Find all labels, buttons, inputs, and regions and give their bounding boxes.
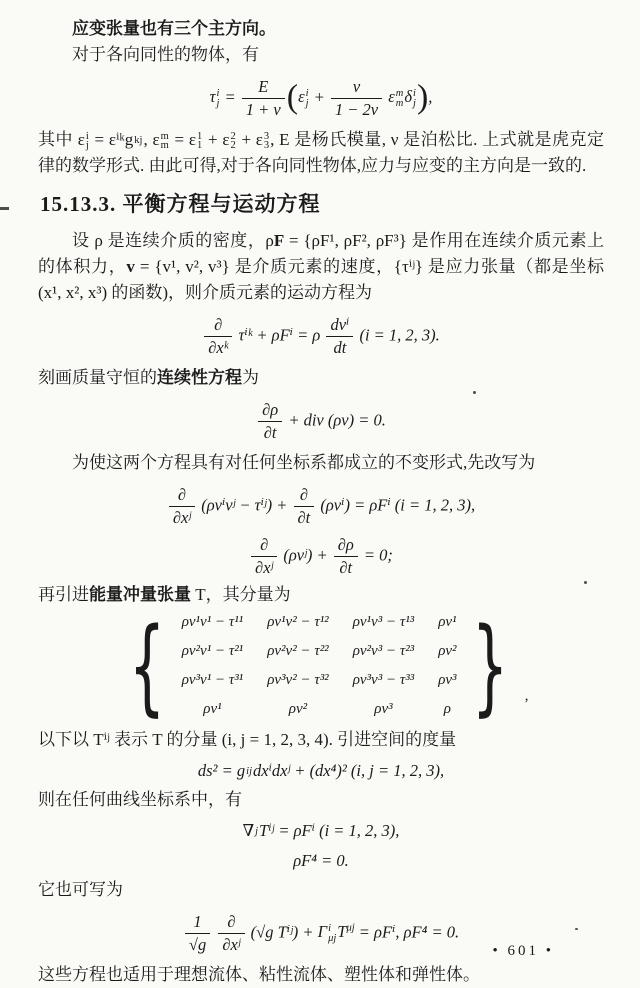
scan-artifact-dot (584, 581, 587, 584)
subscript: 1 (196, 140, 203, 152)
superscript: i (85, 130, 89, 142)
fraction-numerator (242, 77, 285, 99)
fraction-denominator (331, 99, 382, 120)
para-strain-principal-directions (38, 16, 604, 42)
fraction-denominator (294, 507, 315, 528)
tensor-base: ε (77, 130, 85, 149)
superscript: 3 (263, 130, 270, 142)
para-alternative-form-intro (38, 877, 604, 903)
subscript: 3 (263, 140, 270, 152)
tensor-indices (413, 89, 416, 108)
formula-mass-invariant (38, 535, 604, 578)
fraction-denominator (251, 557, 277, 578)
tensor-symbol (404, 87, 417, 109)
tensor-indices (161, 132, 169, 151)
matrix-cell: ρv²v¹ − τ²¹ (181, 643, 244, 659)
tensor-indices (396, 89, 404, 108)
tensor-indices (246, 767, 252, 777)
fraction-numerator (251, 535, 277, 557)
text-run: = εⁱᵏg (89, 130, 134, 149)
text-run: ρF⁴ = 0. (293, 851, 349, 870)
tensor-base: ε (298, 87, 305, 107)
tensor-symbol (77, 130, 90, 152)
matrix-cell: ρv¹v¹ − τ¹¹ (181, 614, 244, 630)
text-run: 以下以 Tⁱʲ 表示 T 的分量 (i, j = 1, 2, 3, 4). 引进空间的度量 (38, 730, 457, 749)
text-run: ∂t (297, 508, 311, 527)
matrix-trailing-comma: , (524, 687, 529, 704)
fraction-numerator (294, 485, 315, 507)
text-run: ds² = g (197, 761, 246, 780)
subscript: j (305, 97, 309, 109)
tensor-base: ε (388, 87, 395, 107)
text-run: ∇ (242, 821, 255, 840)
text-run: E (258, 77, 269, 96)
text-run: ∂ (227, 912, 236, 931)
text-run: , (143, 130, 153, 149)
fraction (204, 315, 232, 358)
subscript: m (160, 140, 169, 152)
text-run: ∂xʲ (172, 508, 192, 527)
matrix-cell: ρv²v³ − τ²³ (352, 643, 415, 659)
fraction-numerator (204, 315, 232, 337)
superscript: i (305, 88, 309, 99)
fraction-numerator (331, 77, 382, 99)
text-run: ∂ (260, 535, 269, 554)
tensor-indices (86, 132, 89, 151)
fraction-denominator (185, 934, 210, 955)
superscript: m (160, 130, 169, 142)
fraction-numerator (326, 315, 353, 337)
fraction (218, 912, 244, 955)
text-run: 刻画质量守恒的 (38, 368, 157, 387)
fraction (185, 912, 210, 955)
text-run: Tⁱʲ = ρFⁱ (i = 1, 2, 3), (259, 821, 400, 840)
tensor-base: ε (222, 130, 230, 149)
tensor-indices (255, 827, 258, 837)
tensor-symbol (133, 130, 143, 149)
text-run: ∂ (214, 315, 223, 334)
formula-space-metric (38, 759, 604, 783)
text-run: 1 − 2ν (334, 100, 379, 119)
bold-term: 应变张量也有三个主方向。 (72, 19, 276, 38)
para-tensor-components-metric-intro (38, 727, 604, 753)
text-run: (√g Tⁱʲ) + (246, 922, 318, 942)
fraction (326, 315, 353, 358)
matrix-cell: ρv³ (374, 701, 393, 717)
scan-artifact-dot (575, 928, 578, 930)
text-run: , (428, 87, 433, 107)
fraction-numerator (218, 912, 244, 934)
energy-momentum-tensor-matrix (38, 604, 604, 727)
tensor-indices (306, 89, 309, 108)
matrix-cell: ρv² (438, 643, 457, 659)
text-run: dxⁱdxʲ + (dx⁴)² (i, j = 1, 2, 3), (253, 761, 445, 780)
text-run: ν (352, 77, 361, 96)
fraction-numerator (334, 535, 358, 557)
text-run: ∂t (263, 423, 277, 442)
fraction (258, 400, 282, 443)
fraction (242, 77, 285, 120)
left-brace: { (128, 604, 165, 727)
para-energy-momentum-tensor-intro (38, 582, 604, 608)
fraction-denominator (218, 934, 244, 955)
fraction-denominator (242, 99, 285, 120)
subscript: j (216, 97, 220, 109)
tensor-symbol (245, 761, 253, 780)
matrix-cell: ρv¹v³ − τ¹³ (352, 614, 415, 630)
text-run: = (169, 130, 189, 149)
fraction (331, 77, 382, 120)
tensor-symbol (222, 130, 236, 152)
formula-continuity-equation (38, 400, 604, 443)
text-run: (ρvⁱ) = ρFⁱ (i = 1, 2, 3), (316, 495, 476, 515)
text-run (212, 922, 216, 941)
bold-term: v (126, 257, 135, 276)
tensor-base: τ (209, 87, 216, 107)
superscript: i (216, 88, 220, 99)
text-run: + (203, 130, 223, 149)
text-run: ∂t (339, 558, 353, 577)
subscript: 2 (230, 140, 236, 152)
matrix-cell: ρv¹ (203, 701, 222, 717)
right-brace: } (471, 604, 508, 727)
text-run: 这些方程也适用于理想流体、粘性流体、塑性体和弹性体。 (38, 965, 480, 984)
tensor-indices (197, 132, 202, 151)
text-run: 它也可写为 (38, 880, 123, 899)
section-heading: 15.13.3. 平衡方程与运动方程 (40, 192, 321, 216)
text-run: ∂xᵏ (208, 338, 229, 357)
matrix-cell: ρv³v³ − τ³³ (352, 672, 415, 688)
tensor-symbol (388, 87, 404, 109)
tensor-symbol (255, 130, 270, 152)
subscript: ij (246, 766, 252, 778)
para-isotropic-body (38, 42, 604, 68)
text-run: 1 (193, 912, 202, 931)
tensor-base: ε (188, 130, 196, 149)
text-run: ∂xʲ (222, 935, 241, 954)
fraction (169, 485, 195, 528)
para-continuum-setup (38, 228, 604, 306)
text-run: + (309, 87, 329, 107)
fraction-numerator (169, 485, 195, 507)
fraction-numerator (258, 400, 282, 422)
text-run: dvⁱ (330, 315, 350, 334)
text-run: T，其分量为 (191, 585, 291, 604)
matrix-cell: ρv³v² − τ³² (267, 672, 329, 688)
matrix-cell: ρv¹ (438, 614, 457, 630)
matrix-cell: ρv²v² − τ²² (267, 643, 329, 659)
text-run: (ρvʲ) + (279, 545, 332, 565)
fraction-denominator (326, 337, 353, 358)
tensor-symbol (188, 130, 203, 152)
tensor-symbol (209, 87, 221, 109)
subscript: j (413, 97, 416, 109)
text-run: τⁱᵏ + ρFⁱ = ρ (234, 325, 325, 345)
text-run: ∂xʲ (255, 558, 274, 577)
text-run: = 0; (359, 545, 393, 565)
superscript: i (413, 88, 416, 99)
bold-term: 能量冲量张量 (89, 585, 191, 604)
text-run: = (220, 87, 240, 107)
text-run: √g (188, 935, 207, 954)
subscript: m (395, 97, 404, 109)
text-run: ∂ (299, 485, 308, 504)
para-invariant-form-intro (38, 450, 604, 476)
scan-artifact-dot (473, 391, 476, 394)
text-run: 再引进 (38, 585, 89, 604)
tensor-base: δ (404, 87, 413, 107)
tensor-indices (264, 132, 269, 151)
matrix-cell: ρ (443, 701, 451, 717)
tensor-symbol (298, 87, 309, 109)
text-run: + (236, 130, 256, 149)
superscript: 2 (230, 130, 236, 142)
matrix-grid (182, 612, 457, 719)
text-run: = {ρF¹, ρF², ρF³} 是作用在连续介质元素上的体积力， (38, 231, 604, 276)
fraction-denominator (204, 337, 232, 358)
big-paren: ) (416, 78, 429, 116)
tensor-indices (328, 924, 336, 943)
text-run: = ρFⁱ, ρF⁴ = 0. (354, 922, 460, 942)
fraction-numerator (185, 912, 210, 934)
fraction-denominator (169, 507, 195, 528)
text-run: 为 (242, 368, 259, 387)
tensor-indices (230, 132, 235, 151)
matrix-cell: ρv³ (438, 672, 457, 688)
text-run: dt (333, 338, 347, 357)
text-run: 则在任何曲线坐标系中，有 (38, 790, 242, 809)
bold-term: 连续性方程 (157, 368, 242, 387)
bold-term: F (273, 231, 285, 250)
text-run: (i = 1, 2, 3). (355, 325, 440, 345)
subscript: kj (134, 135, 143, 147)
superscript: i (328, 923, 331, 934)
sup-symbol: $T^{\mu j}$ (337, 922, 355, 942)
tensor-base: ε (255, 130, 263, 149)
text-run: 1 + ν (245, 100, 281, 119)
superscript: m (395, 88, 404, 99)
subscript: j (85, 140, 89, 152)
formula-rho-f4 (38, 849, 604, 873)
tensor-base: ε (152, 130, 160, 149)
text-run: 设 ρ 是连续介质的密度，ρ (72, 231, 274, 250)
subscript: μj (328, 932, 337, 944)
para-curvilinear-intro (38, 787, 604, 813)
text-run: ∂ (177, 485, 187, 504)
text-run: (ρvⁱvʲ − τⁱʲ) + (197, 495, 292, 515)
tensor-indices (216, 89, 219, 108)
subscript: j (255, 826, 259, 838)
formula-hookes-law (38, 77, 604, 120)
text-run: = {v¹, v², v³} 是介质元素的速度，{τⁱʲ} 是应力张量（都是坐标 (x¹, x², x³) 的函数)，则介质元素的运动方程为 (38, 257, 604, 302)
fraction (294, 485, 315, 528)
matrix-cell: ρv² (288, 701, 308, 717)
fraction (251, 535, 277, 578)
text-run: 对于各向同性的物体，有 (72, 45, 259, 64)
tensor-symbol (317, 922, 338, 944)
text-run: ∂ρ (337, 535, 354, 554)
tensor-indices (134, 136, 142, 146)
tensor-base: Γ (317, 922, 328, 942)
para-continuity-intro (38, 365, 604, 391)
fraction-denominator (334, 557, 358, 578)
para-applicability (38, 962, 604, 988)
superscript: 1 (196, 130, 203, 142)
matrix-cell: ρv³v¹ − τ³¹ (181, 672, 244, 688)
para-hookes-law-explanation (38, 127, 604, 179)
formula-equation-of-motion (38, 315, 604, 358)
fraction-denominator (258, 422, 282, 443)
scan-artifact-dash (0, 207, 9, 210)
superscript: μj (346, 922, 355, 934)
text-run: 其中 (38, 130, 78, 149)
text-run: + div (ρv) = 0. (284, 410, 386, 430)
formula-covariant-divergence (38, 819, 604, 843)
text-run: 为使这两个方程具有对任何坐标系都成立的不变形式,先改写为 (72, 453, 536, 472)
text-run: ∂ρ (262, 400, 279, 419)
tensor-symbol (152, 130, 169, 152)
big-paren: ( (286, 78, 299, 116)
page-number: • 601 • (492, 943, 554, 959)
matrix-cell: ρv¹v² − τ¹² (267, 614, 329, 630)
fraction (334, 535, 358, 578)
text-run: , E 是杨氏模量, ν 是泊松比. 上式就是虎克定律的数学形式. 由此可得,对于各向同性物体,应力与应变的主方向是一致的. (38, 130, 605, 175)
formula-momentum-invariant (38, 485, 604, 528)
